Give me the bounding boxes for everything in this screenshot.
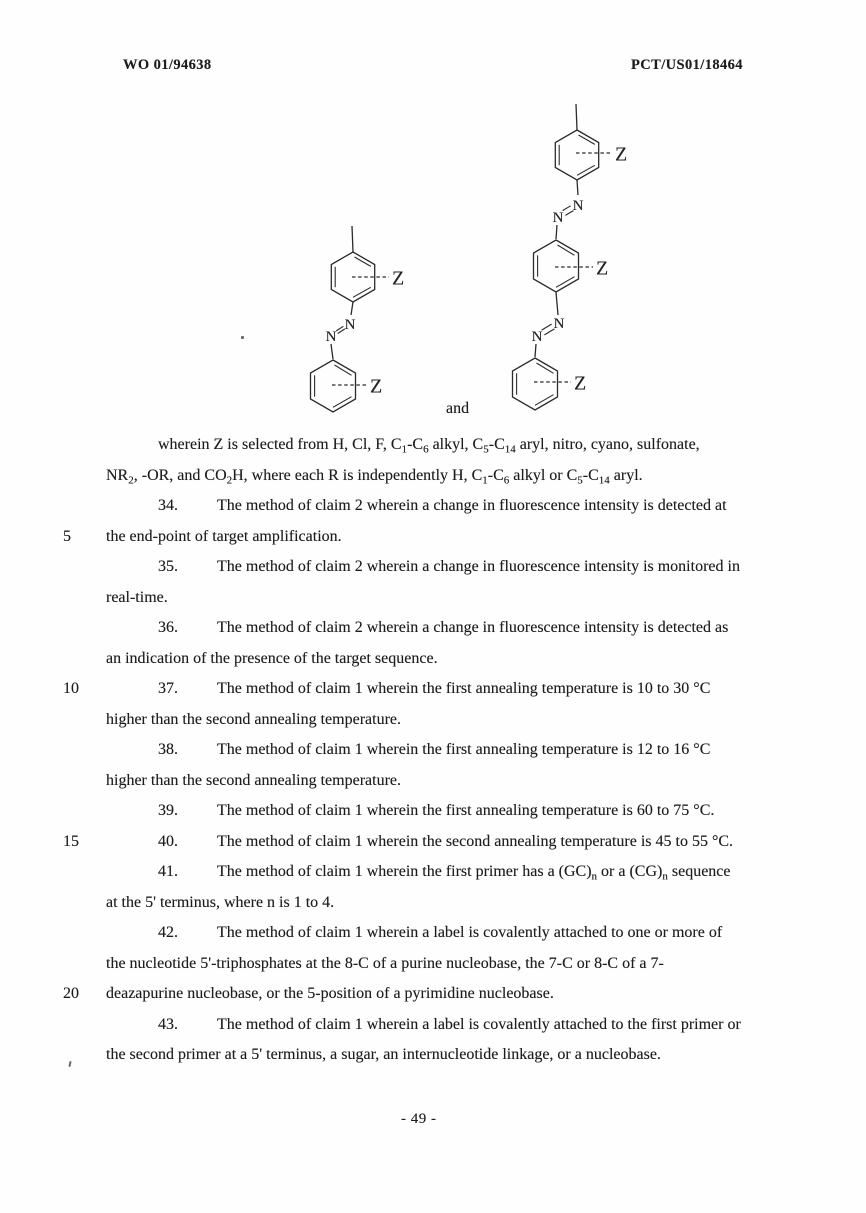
azo-n-label: N — [325, 329, 337, 345]
azo-n-label: N — [572, 198, 584, 214]
z-substituent-label: Z — [596, 257, 609, 280]
text-line — [106, 1010, 796, 1041]
subscript-text: 6 — [503, 474, 510, 486]
figure-and-label: and — [446, 400, 470, 417]
chemical-structure-right — [500, 95, 645, 420]
claim-text: an indication of the presence of the target sequence. — [106, 649, 438, 667]
claim-text: -C — [582, 466, 599, 484]
subscript-text: 2 — [128, 474, 134, 486]
subscript-text: n — [662, 870, 668, 883]
subscript-text: 2 — [226, 474, 233, 486]
claims-text-block — [63, 430, 796, 1071]
benzene-ring — [555, 130, 598, 180]
publication-number: WO 01/94638 — [123, 57, 212, 73]
claim-text: The method of claim 2 wherein a change in fluorescence intensity is detected as — [217, 619, 729, 636]
margin-line-number: 15 — [63, 832, 79, 850]
text-line — [63, 979, 796, 1010]
methyl-bond — [576, 104, 577, 130]
benzene-ring — [534, 240, 579, 292]
margin-line-number: 10 — [63, 680, 79, 697]
azo-n-label: N — [553, 316, 565, 332]
z-substituent-label: Z — [574, 372, 587, 395]
text-line — [106, 796, 796, 827]
claim-number: 43. — [158, 1015, 178, 1033]
claim-text: The method of claim 1 wherein a label is covalently attached to the first primer or — [217, 1015, 741, 1033]
claim-text: real-time. — [106, 588, 168, 606]
text-line — [106, 857, 796, 888]
claim-text: sequence — [667, 863, 731, 880]
claim-text: alkyl, C — [428, 436, 484, 453]
azo-n-label: N — [531, 329, 543, 345]
text-line — [106, 430, 796, 461]
application-number: PCT/US01/18464 — [631, 57, 743, 73]
text-line — [106, 705, 796, 736]
claim-number: 34. — [158, 497, 178, 514]
z-substituent-label: Z — [392, 267, 405, 290]
z-substituent-label: Z — [370, 375, 383, 398]
scan-artifact — [68, 1061, 71, 1067]
claim-text: wherein Z is selected from H, Cl, F, C — [158, 436, 402, 453]
text-line — [106, 583, 796, 614]
claim-text: -C — [407, 436, 424, 453]
claim-text: NR — [106, 466, 129, 484]
claim-number: 39. — [158, 802, 178, 819]
azo-n-label: N — [344, 317, 356, 333]
footer-page-number: - 49 - — [401, 1111, 437, 1127]
claim-text: The method of claim 1 wherein the second annealing temperature is 45 to 55 °C. — [217, 832, 734, 850]
claim-text: higher than the second annealing temperature. — [106, 771, 401, 789]
scan-artifact — [241, 336, 244, 339]
claim-number: 35. — [158, 558, 178, 575]
text-line — [106, 949, 796, 980]
benzene-ring — [513, 358, 558, 410]
text-line — [106, 735, 796, 766]
claim-number: 38. — [158, 741, 178, 758]
claim-number: 42. — [158, 924, 178, 941]
claim-text: aryl, nitro, cyano, sulfonate, — [515, 436, 700, 453]
claim-text: higher than the second annealing temperature. — [106, 710, 401, 728]
claim-number: 37. — [158, 680, 178, 697]
text-line — [63, 827, 796, 858]
claim-text: the second primer at a 5' terminus, a sugar, an internucleotide linkage, or a nucleobase. — [106, 1046, 661, 1063]
subscript-text: 1 — [401, 443, 408, 456]
claim-text: The method of claim 1 wherein a label is covalently attached to one or more of — [217, 924, 723, 941]
claim-text: H, where each R is independently H, C — [232, 466, 483, 484]
subscript-text: n — [591, 870, 598, 883]
text-line — [106, 766, 796, 797]
claim-text: The method of claim 1 wherein the first annealing temperature is 10 to 30 °C — [217, 680, 711, 697]
subscript-text: 1 — [482, 474, 488, 486]
subscript-text: 5 — [483, 443, 489, 456]
text-line — [106, 918, 796, 949]
z-substituent-label: Z — [615, 143, 628, 166]
claim-text: the end-point of target amplification. — [106, 527, 342, 545]
azo-n-label: N — [552, 210, 564, 226]
claim-text: or a (CG) — [597, 863, 663, 880]
text-line — [106, 613, 796, 644]
text-line — [106, 1040, 796, 1071]
text-line — [63, 522, 796, 553]
chemical-structure-left — [295, 218, 425, 423]
methyl-bond — [352, 226, 353, 252]
claim-text: at the 5' terminus, where n is 1 to 4. — [106, 893, 335, 911]
claim-number: 41. — [158, 863, 178, 880]
subscript-text: 5 — [577, 474, 583, 486]
text-line — [106, 461, 796, 492]
text-line — [106, 491, 796, 522]
benzene-ring — [311, 360, 356, 412]
margin-line-number: 20 — [63, 985, 79, 1002]
text-line — [106, 644, 796, 675]
claim-number: 40. — [158, 832, 178, 850]
claim-text: , -OR, and CO — [133, 466, 227, 484]
text-line — [63, 674, 796, 705]
claim-text: The method of claim 1 wherein the first primer has a (GC) — [217, 863, 592, 880]
text-line — [106, 888, 796, 919]
text-line — [106, 552, 796, 583]
claim-text: alkyl or C — [509, 466, 578, 484]
claim-text: -C — [487, 466, 504, 484]
claim-text: The method of claim 1 wherein the first annealing temperature is 12 to 16 °C — [217, 741, 711, 758]
claim-text: -C — [488, 436, 505, 453]
claim-number: 36. — [158, 619, 178, 636]
claim-text: aryl. — [609, 466, 643, 484]
subscript-text: 14 — [504, 443, 516, 456]
claim-text: The method of claim 2 wherein a change in fluorescence intensity is detected at — [217, 497, 727, 514]
claim-text: the nucleotide 5'-triphosphates at the 8-C of a purine nucleobase, the 7-C or 8-C of a 7- — [106, 954, 664, 972]
subscript-text: 14 — [598, 474, 610, 486]
claim-text: The method of claim 1 wherein the first annealing temperature is 60 to 75 °C. — [217, 802, 715, 819]
claim-text: deazapurine nucleobase, or the 5-position of a pyrimidine nucleobase. — [106, 985, 554, 1002]
claim-text: The method of claim 2 wherein a change in fluorescence intensity is monitored in — [217, 558, 740, 575]
subscript-text: 6 — [423, 443, 429, 456]
margin-line-number: 5 — [63, 527, 71, 545]
